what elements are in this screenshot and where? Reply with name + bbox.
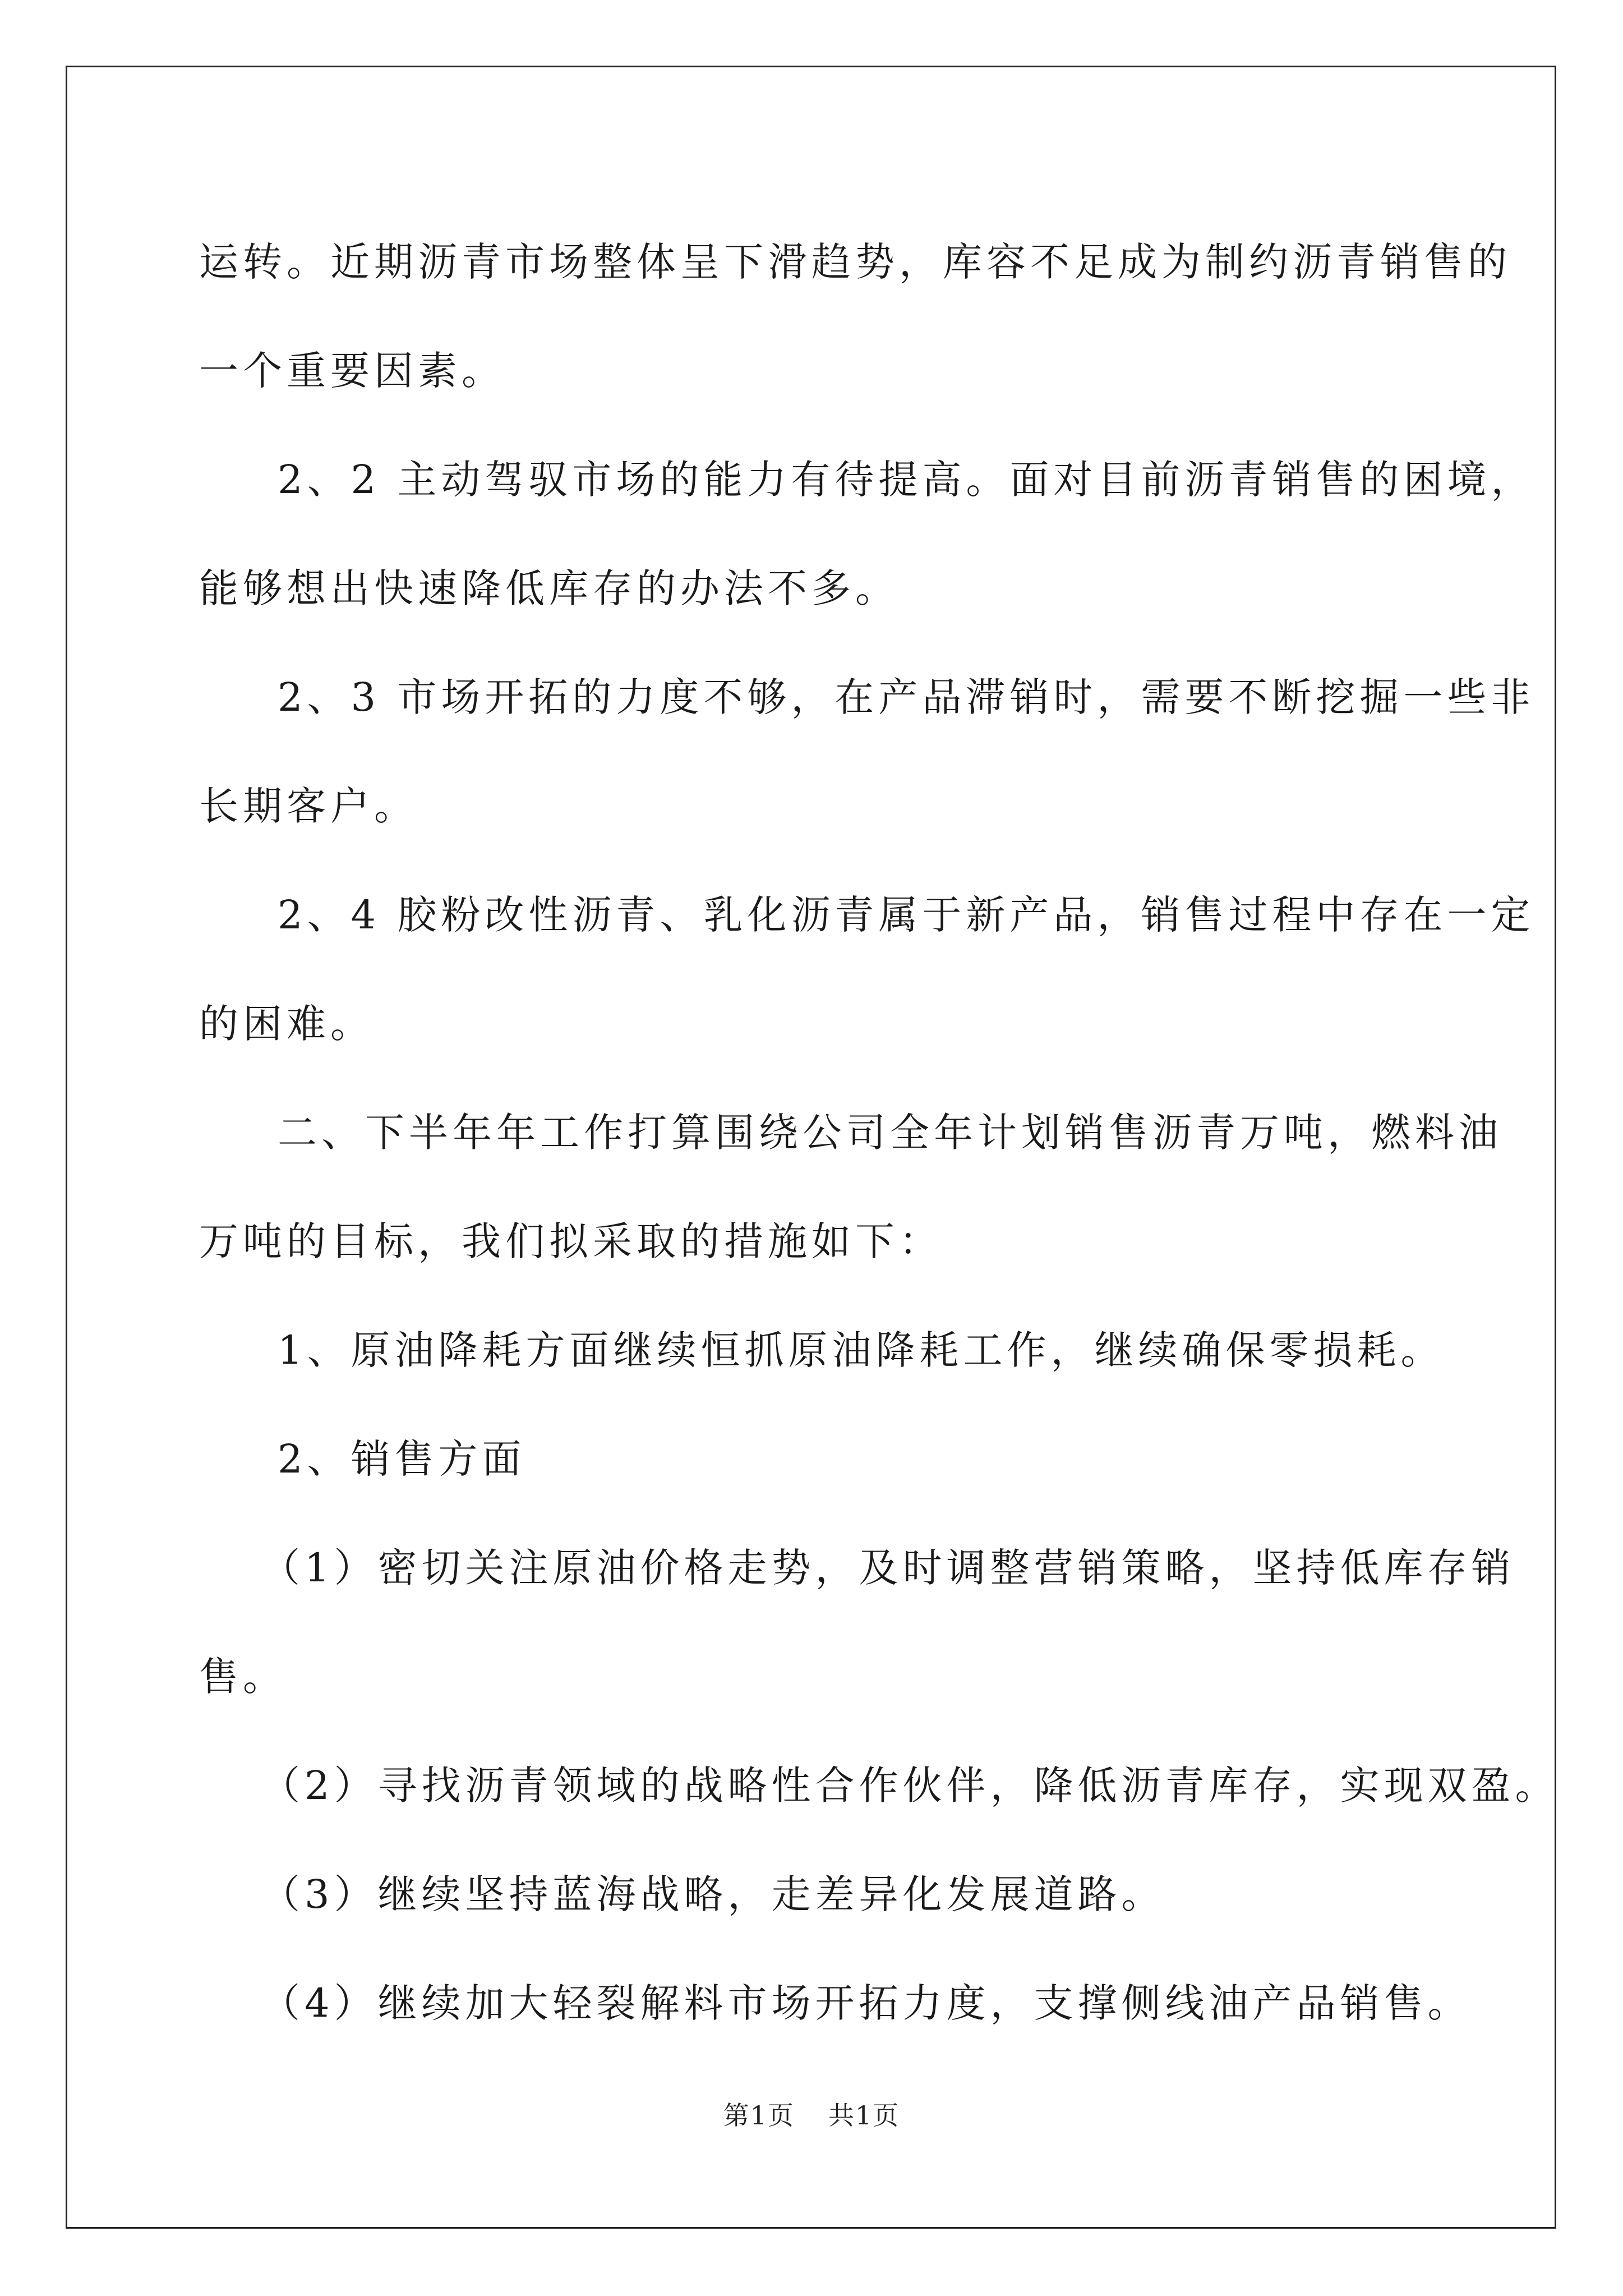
text-line: 一个重要因素。 [199, 348, 505, 394]
text-line: 的困难。 [199, 1001, 374, 1047]
page-total: 共1页 [828, 2100, 900, 2131]
text-line: 2、4 胶粉改性沥青、乳化沥青属于新产品，销售过程中存在一定 [278, 892, 1535, 938]
text-line: 万吨的目标，我们拟采取的措施如下： [199, 1218, 943, 1264]
text-line: 2、销售方面 [278, 1436, 526, 1482]
text-line: （3）继续坚持蓝海战略，走差异化发展道路。 [261, 1871, 1165, 1917]
text-line: 运转。近期沥青市场整体呈下滑趋势，库容不足成为制约沥青销售的 [199, 239, 1511, 285]
text-line: （4）继续加大轻裂解料市场开拓力度，支撑侧线油产品销售。 [261, 1980, 1472, 2026]
text-line: 二、下半年年工作打算围绕公司全年计划销售沥青万吨，燃料油 [278, 1110, 1502, 1156]
page-number: 第1页 [723, 2100, 795, 2131]
text-line: 1、原油降耗方面继续恒抓原油降耗工作，继续确保零损耗。 [278, 1327, 1445, 1373]
text-line: 售。 [199, 1654, 287, 1700]
text-line: 能够想出快速降低库存的办法不多。 [199, 565, 899, 611]
page-footer [0, 2095, 1623, 2132]
text-line: 长期客户。 [199, 783, 418, 829]
text-line: 2、2 主动驾驭市场的能力有待提高。面对目前沥青销售的困境， [278, 457, 1535, 503]
text-line: 2、3 市场开拓的力度不够，在产品滞销时，需要不断挖掘一些非 [278, 674, 1535, 720]
text-line: （2）寻找沥青领域的战略性合作伙伴，降低沥青库存，实现双盈。 [261, 1763, 1559, 1809]
document-body [199, 208, 1559, 2058]
text-line: （1）密切关注原油价格走势，及时调整营销策略，坚持低库存销 [261, 1545, 1515, 1591]
